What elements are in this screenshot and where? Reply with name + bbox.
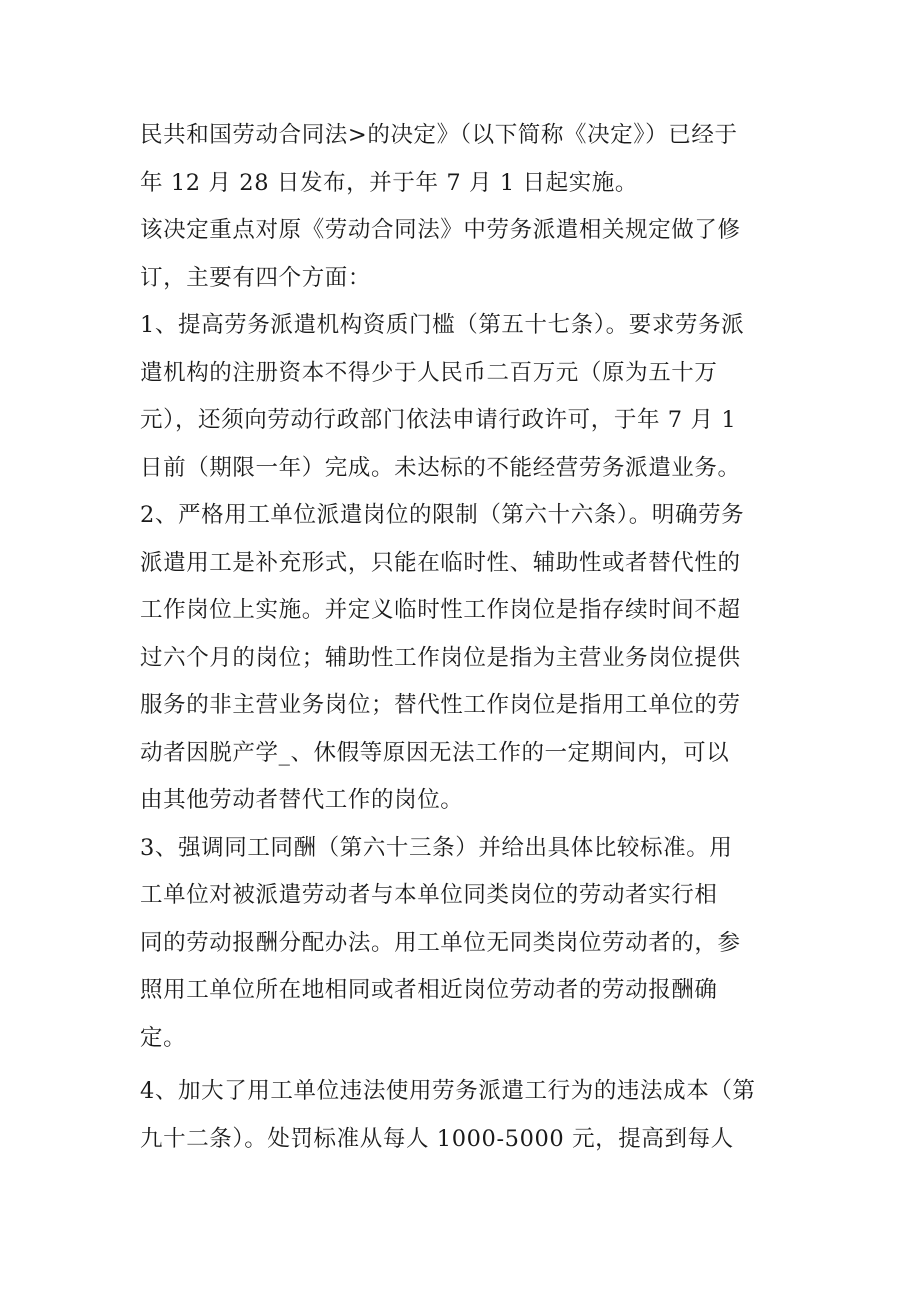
text-line: 1、提高劳务派遣机构资质门槛（第五十七条）。要求劳务派 (140, 312, 745, 338)
text-line: 4、加大了用工单位违法使用劳务派遣工行为的违法成本（第 (140, 1078, 756, 1104)
text-line: 定。 (140, 1024, 187, 1051)
text-line: 日前（期限一年）完成。未达标的不能经营劳务派遣业务。 (140, 454, 741, 481)
text-line: 工单位对被派遣劳动者与本单位同类岗位的劳动者实行相 (140, 882, 718, 908)
text-line: 工作岗位上实施。并定义临时性工作岗位是指存续时间不超 (140, 597, 741, 623)
document-body (140, 112, 800, 1163)
text-line: 派遣用工是补充形式，只能在临时性、辅助性或者替代性的 (140, 549, 741, 576)
text-line: 年 12 月 28 日发布，并于年 7 月 1 日起实施。 (140, 169, 639, 196)
text-line: 民共和国劳动合同法>的决定》（以下简称《决定》）已经于 (140, 122, 738, 148)
text-line: 3、强调同工同酬（第六十三条）并给出具体比较标准。用 (140, 834, 733, 861)
text-line: 过六个月的岗位；辅助性工作岗位是指为主营业务岗位提供 (140, 644, 741, 671)
text-line: 同的劳动报酬分配办法。用工单位无同类岗位劳动者的，参 (140, 929, 741, 956)
text-line: 元），还须向劳动行政部门依法申请行政许可，于年 7 月 1 (140, 407, 737, 433)
text-line: 订，主要有四个方面： (140, 264, 372, 291)
text-line: 服务的非主营业务岗位；替代性工作岗位是指用工单位的劳 (140, 692, 741, 718)
text-line: 遣机构的注册资本不得少于人民币二百万元（原为五十万 (140, 359, 718, 386)
text-line: 由其他劳动者替代工作的岗位。 (140, 787, 464, 813)
text-line: 动者因脱产学_、休假等原因无法工作的一定期间内，可以 (140, 739, 730, 766)
text-line: 2、严格用工单位派遣岗位的限制（第六十六条）。明确劳务 (140, 502, 745, 528)
text-line: 九十二条）。处罚标准从每人 1000-5000 元，提高到每人 (140, 1125, 734, 1152)
text-line: 照用工单位所在地相同或者相近岗位劳动者的劳动报酬确 (140, 977, 718, 1003)
text-line: 该决定重点对原《劳动合同法》中劳务派遣相关规定做了修 (140, 217, 741, 243)
